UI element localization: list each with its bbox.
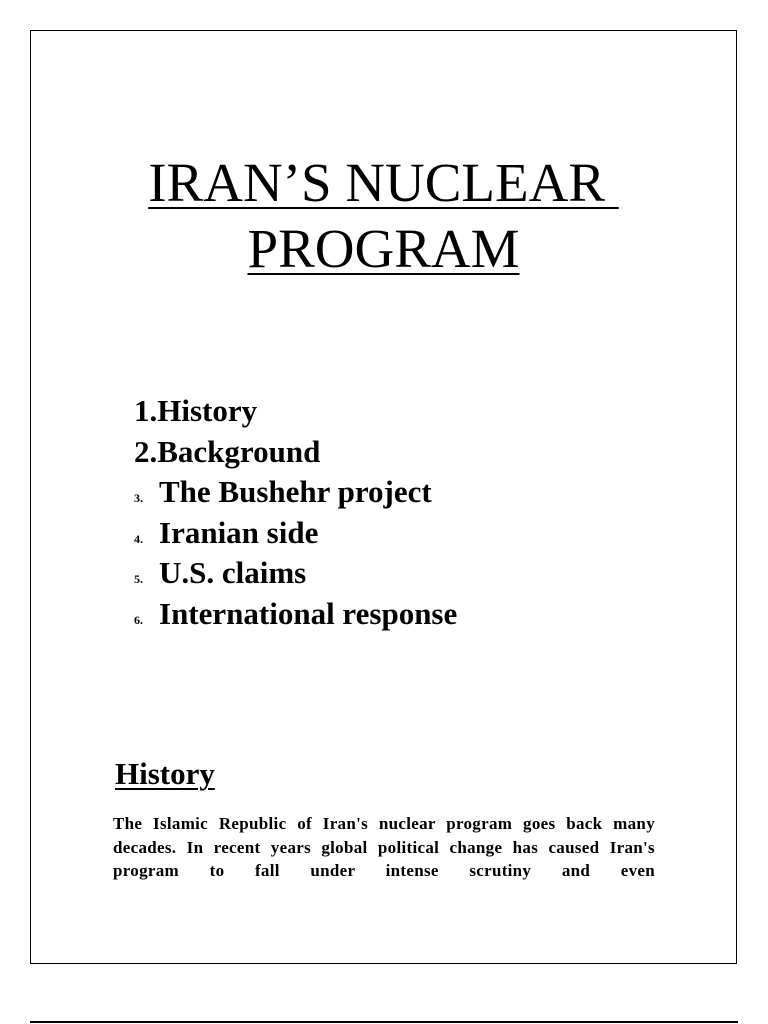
- toc-label: Background: [157, 433, 321, 469]
- toc-number: 3.: [134, 491, 143, 505]
- toc-label: The Bushehr project: [159, 474, 432, 509]
- body-line-2: many decades. In recent years global political change has: [113, 814, 655, 857]
- toc-item-us-claims: [134, 553, 457, 594]
- toc-item-international-response: [134, 594, 457, 635]
- toc-number: 6.: [134, 612, 143, 627]
- toc-item-background: [134, 432, 457, 473]
- toc-number: 2.: [134, 433, 158, 469]
- table-of-contents: [134, 391, 457, 634]
- page-bottom-rule: [30, 1021, 738, 1023]
- toc-label: Iranian side: [159, 514, 319, 550]
- section-body-text: [113, 812, 655, 883]
- body-line-1: The Islamic Republic of Iran's nuclear program goes back: [113, 814, 603, 833]
- body-line-3: caused Iran's program to fall under intense scrutiny and even: [113, 837, 655, 880]
- toc-label: U.S. claims: [159, 555, 307, 590]
- toc-number: 4.: [134, 531, 143, 546]
- toc-number: 5.: [134, 572, 143, 586]
- toc-number: 1.: [134, 393, 158, 428]
- title-line-2: PROGRAM: [247, 218, 520, 279]
- toc-label: International response: [159, 595, 458, 631]
- toc-label: History: [157, 393, 258, 428]
- toc-item-bushehr-project: [134, 472, 457, 513]
- toc-item-iranian-side: [134, 513, 457, 554]
- page-title: [30, 150, 737, 282]
- section-heading-history: History: [115, 756, 215, 791]
- title-line-1: IRAN’S NUCLEAR: [148, 152, 619, 213]
- toc-item-history: [134, 391, 457, 432]
